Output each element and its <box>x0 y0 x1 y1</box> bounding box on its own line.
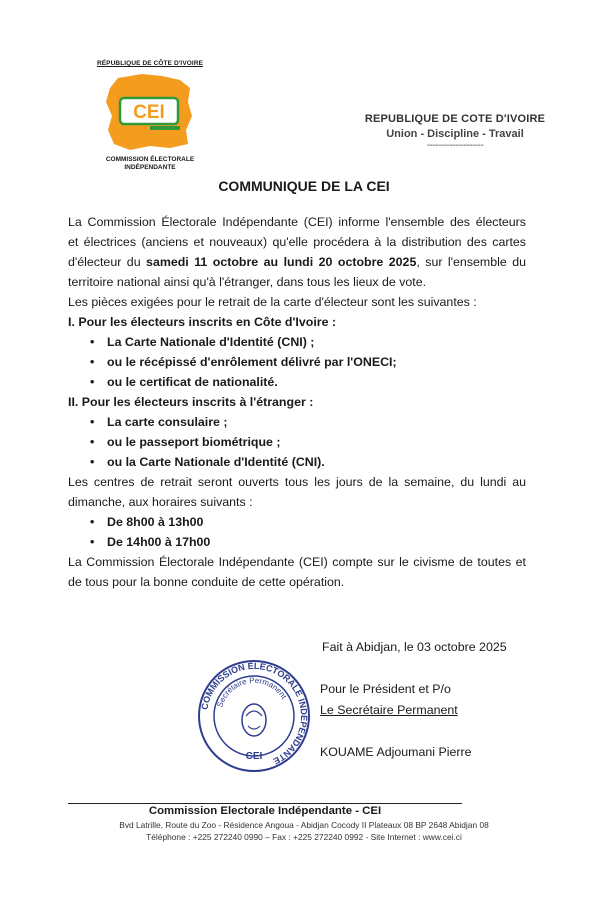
footer-contact: Téléphone : +225 272240 0990 – Fax : +225 272240 0992 - Site Internet : www.cei.ci <box>146 832 462 842</box>
dates-suffix: , sur l'ensemble du <box>416 255 527 269</box>
hours-list <box>68 512 526 552</box>
motto-separator: -------------------- <box>426 140 484 151</box>
section1-heading: I. Pour les électeurs inscrits en Côte d'Ivoire : <box>68 315 337 329</box>
stamp-bottom-text: CEI <box>245 751 263 762</box>
stamp-emblem <box>242 704 266 736</box>
national-motto: Union - Discipline - Travail <box>386 128 524 140</box>
list-item: • ou le passeport biométrique ; <box>90 432 526 452</box>
logo-text: CEI <box>133 102 165 123</box>
pieces-intro: Les pièces exigées pour le retrait de la carte d'électeur sont les suivantes : <box>68 295 477 309</box>
footer-address: Bvd Latrille, Route du Zoo - Résidence Angoua - Abidjan Cocody II Plateaux 08 BP 2648 Abidjan 08 <box>119 820 489 830</box>
footer-divider <box>68 803 462 804</box>
cei-logo <box>80 60 220 180</box>
stamp-emblem-detail <box>246 711 262 729</box>
signatory-title: Le Secrétaire Permanent <box>320 703 458 717</box>
place-date: Fait à Abidjan, le 03 octobre 2025 <box>322 640 507 654</box>
section2-heading: II. Pour les électeurs inscrits à l'étranger : <box>68 395 314 409</box>
distribution-dates-line <box>68 252 526 272</box>
footer-organization: Commission Electorale Indépendante - CEI <box>148 805 382 817</box>
dates-prefix: d'électeur du <box>68 255 147 269</box>
logo-green-bar <box>150 126 180 130</box>
cei-map-logo-icon <box>100 72 200 152</box>
intro-line: La Commission Électorale Indépendante (CEI) informe l'ensemble des électeurs <box>68 215 526 229</box>
document-title: COMMUNIQUE DE LA CEI <box>218 178 390 194</box>
signatory-for: Pour le Président et P/o <box>320 682 451 696</box>
section2-list <box>68 412 526 472</box>
list-item: • De 8h00 à 13h00 <box>90 512 526 532</box>
communique-body <box>68 212 526 592</box>
header-country-block <box>360 113 550 151</box>
stamp-inner-text: Secrétaire Permanent <box>215 675 289 709</box>
list-item: • ou le récépissé d'enrôlement délivré par l'ONECI; <box>90 352 526 372</box>
logo-subtitle-line2: INDÉPENDANTE <box>124 164 176 171</box>
centres-line: dimanche, aux horaires suivants : <box>68 495 253 509</box>
official-stamp-icon <box>196 658 312 774</box>
closing-line: La Commission Électorale Indépendante (CEI) compte sur le civisme de toutes et <box>68 555 526 569</box>
list-item: • ou le certificat de nationalité. <box>90 372 526 392</box>
list-item: • La carte consulaire ; <box>90 412 526 432</box>
centres-line: Les centres de retrait seront ouverts tous les jours de la semaine, du lundi au <box>68 475 526 489</box>
intro-line: et électrices (anciens et nouveaux) qu'elle procédera à la distribution des cartes <box>68 235 526 249</box>
closing-line: de tous pour la bonne conduite de cette opération. <box>68 575 345 589</box>
signatory-name: KOUAME Adjoumani Pierre <box>320 745 472 759</box>
section1-list <box>68 332 526 392</box>
list-item: • ou la Carte Nationale d'Identité (CNI). <box>90 452 526 472</box>
list-item: • De 14h00 à 17h00 <box>90 532 526 552</box>
intro-line: territoire national ainsi qu'à l'étranger, dans tous les lieux de vote. <box>68 275 427 289</box>
list-item: • La Carte Nationale d'Identité (CNI) ; <box>90 332 526 352</box>
distribution-dates: samedi 11 octobre au lundi 20 octobre 2025 <box>146 255 417 269</box>
country-name: REPUBLIQUE DE COTE D'IVOIRE <box>364 113 546 125</box>
logo-subtitle-line1: COMMISSION ÉLECTORALE <box>105 156 195 163</box>
logo-country-label: RÉPUBLIQUE DE CÔTE D'IVOIRE <box>96 60 204 67</box>
stamp-outer-text: COMMISSION ÉLECTORALE INDÉPENDANTE <box>199 660 310 767</box>
